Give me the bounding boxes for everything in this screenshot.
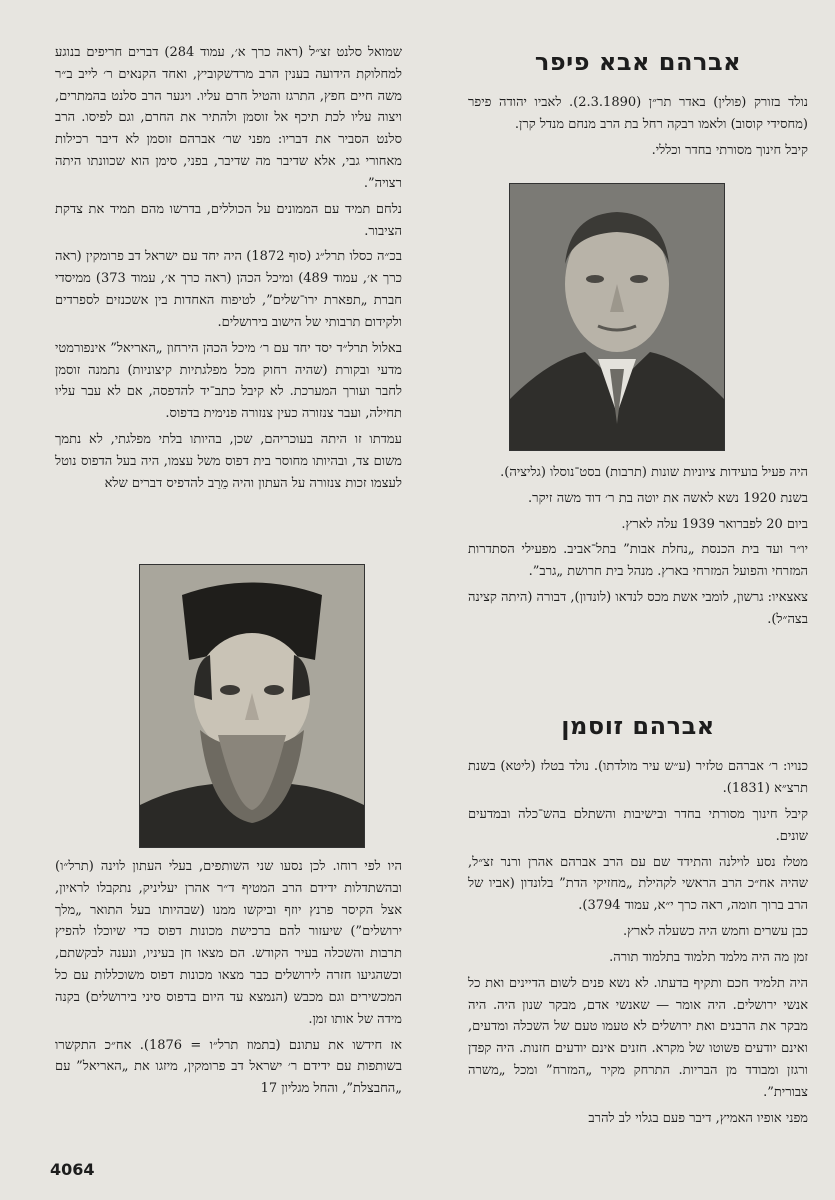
paragraph: כנויו: ר׳ אברהם טלזיר (ע״ש עיר מולדתו). נולד בטלז (ליטא) בשנת תרצ״א (1831).	[468, 759, 808, 797]
portrait-image	[140, 565, 364, 847]
portrait-image	[510, 184, 724, 450]
paragraph: באלול תרל״ד יסד יחד עם ר׳ מיכל הכהן הירחון „האריאל” אינפורמטי מדעי ובקורת (שהיה רחוק מכל מפלגתיות קיצוניות) נתמנה זוסמן לחבר ועורך המערכת. לא קיבל כתב־יד להדפסה, אם לא עבר עליו תחילה, ועבר צנזורה כעין צנזורה פנימית בדפוס.	[55, 340, 402, 422]
article-zusman-continuation-bottom	[55, 856, 402, 1104]
paragraph: היה פעיל בועידות ציוניות שונות (תרבות) בסט־נוסלו (גליציה).	[500, 465, 808, 480]
portrait-photo-pfeffer	[509, 183, 725, 451]
paragraph: קיבל חינוך מסורתי בחדר וכללי.	[651, 142, 808, 158]
paragraph: היו לפי רוחו. לכן נסעו שני השותפים, בעלי העתון לוינה (תרל״ו) ובהשתדלות ידידם הרב המטיף ד״ר אהרן יעליניק, נתקבלו לראיון, אצל הקיסר פרנץ יוזף וביקשו ממנו (שבהיותו בעל התואר „מלך ירושלים”) שיעזור להם ברכישת מכונות דפוס כדי שיוכלו להפיץ תרבות והשכלה בעיר הקודש. הם מצאו חן בעיניו, ונענה לבקשתם, וכשהגיעו חזרה לירושלים כבר מצאו מכונות דפוס משוכללות עם כל המכשירים וגם מכבש (הנמצא עד היום בדפוס סיני בירושלים) בקנה מידה של אותו זמן.	[55, 859, 402, 1027]
page-number: 4064	[50, 1160, 95, 1179]
article-abraham-zusman	[468, 706, 808, 1134]
paragraph: קיבל חינוך מסורתי בחדר ובישיבות והשתלם בהש־כלה ובמדעים שונים.	[468, 806, 808, 844]
paragraph: בכ״ה כסלו תרל״ג (סוף 1872) היה יחד עם ישראל דב פרומקין (ראה כרך א׳, עמוד 489) ומיכל הכהן (ראה כרך א׳, עמוד 373) ממיסדי חברת „תפארת ירו־שלים”, לטיפוח האחדות בין אשכנזים לספרדים ולקידום תרבותי של הישוב בירושלים.	[55, 249, 402, 330]
paragraph: צאצאיו: גרשון, לומבי אשת מכס לנדאו (לונדון), דבורה (היתה קצינה בצה״ל).	[468, 590, 808, 627]
paragraph: עמדתו זו היתה בעוכריהם, שכן, בהיותו בלתי מפלגתי, לא נתמך משום צד, ובהיותו מחוסר בית דפוס משל עצמו, היה בעל הדפוס נוטל לעצמו זכות צנזורה על העתון והיה מֵרַב להדפיס דברים שלא	[55, 432, 402, 491]
paragraph: כבן עשרים וחמש היה כשעלה לארץ.	[622, 924, 808, 940]
paragraph: נולד בזורק (פולין) באדר תר״ן (2.3.1890). לאביו יהודה פיפר (מחסידי קוסוב) ולאמו רבקה רחל בת הרב מנחם מנדל קרן.	[468, 95, 808, 133]
paragraph: מטלז נסע לוילנה והתידד שם עם הרב אברהם אהרן ורנר זצ״ל, שהיה אח״כ הרב הראשי לקהילת „מחזיקי הדת” בלונדון (אביו של הרב ברוך חומה, ראה כרך י״א, עמוד 3794).	[468, 854, 808, 914]
paragraph: בשנת 1920 נשא לאשה את יוטה בת ר׳ דוד משה זיקר.	[528, 490, 808, 506]
article-title: אברהם זוסמן	[561, 712, 715, 740]
article-zusman-continuation-top	[55, 42, 402, 499]
paragraph: זמן מה היה מלמד תלמוד בתלמוד תורה.	[609, 949, 808, 965]
paragraph: אז חידשו את עתונם (בתמוז תרל״ו = 1876). אח״כ התקשרו בשותפות עם ידידם ר׳ ישראל דב פרומקין, מיזגו את „האריאל” עם „החבצלת”, והחל מגליון 17	[55, 1037, 402, 1097]
paragraph: היה תלמיד חכם ותקיף בדעתו. לא נשא פנים לשום הדיינים ואת כל אנשי ירושלים. היה אומר — שאנשי אדם, מבקר שנון היה. היה מבקר את הרבנים ואת ירושלים לא טעמו טעם של השכלה ומדעים, ואינם יודעים פשוטו של מקרא. חזנים אינם יודעים חזנות. היה קפדן ורגזן ומבודד מן הבריות. התרחק מקיר „המזרח” ומכל „משרה צבורית”.	[468, 975, 808, 1100]
paragraph: ביום 20 לפברואר 1939 עלה לארץ.	[621, 516, 808, 532]
paragraph: נלחם תמיד עם הממונים על הכוללים, בדרשו מהם תמיד את צדקת הציבור.	[55, 201, 402, 239]
article-title: אברהם אבא פיפר	[534, 48, 742, 76]
paragraph: יו״ר ועד בית הכנסת „נחלת אבות” בתל־אביב. מפעילי הסתדרות המזרחי והפועל המזרחי בארץ. מנהל בית חרושת „גרב”.	[468, 542, 808, 580]
paragraph: שמואל סלנט זצ״ל (ראה כרך א׳, עמוד 284) דברים חריפים בנוגע למחלוקת הידועה בענין הרב מרדשקוביץ, ואחד הקנאים ר׳ לייב ב״ר משה חיים חפץ, התרגז והטיל חרם עליו. ויגער הרב סלנט בהמתרים, ויצוה עליו לכת תיכף אל זוסמן ולהתיר את החרם, וגם לפיסו. הרב סלנט הסביר את דבריו: מפני שר׳ אברהם זוסמן לא דיבר רכילות מאחורי גבי, אלא שדיבר מה שדיבר, בפני, סימן הוא שכוונתו היתה רצויה”.	[55, 45, 402, 191]
article-abraham-pfeffer	[468, 42, 808, 166]
paragraph: מפני אופיו האמיץ, דיבר פעם בגלוי לב להרב	[588, 1110, 808, 1126]
portrait-photo-zusman	[139, 564, 365, 848]
article-abraham-pfeffer-continued	[468, 462, 808, 635]
